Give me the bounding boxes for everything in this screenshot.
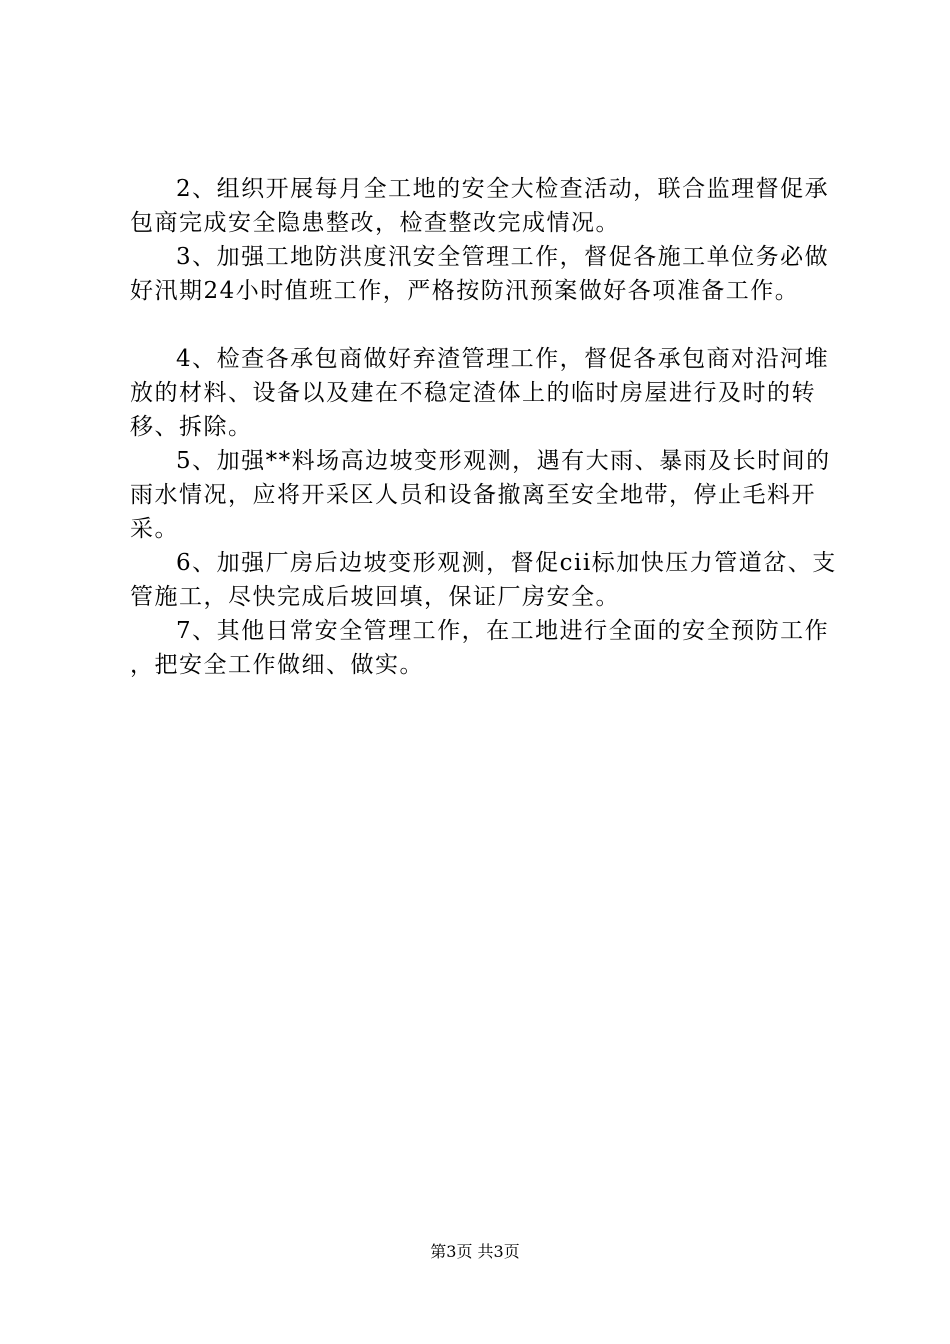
page-number-label: 第3页 共3页 — [430, 1242, 520, 1261]
paragraph-item-5: 5、加强**料场高边坡变形观测，遇有大雨、暴雨及长时间的雨水情况，应将开采区人员和设备撤离至安全地带，停止毛料开采。 — [130, 448, 831, 542]
paragraph-item-4: 4、检查各承包商做好弃渣管理工作，督促各承包商对沿河堆放的材料、设备以及建在不稳定渣体上的临时房屋进行及时的转移、拆除。 — [130, 346, 830, 440]
paragraph-item-2: 2、组织开展每月全工地的安全大检查活动，联合监理督促承包商完成安全隐患整改，检查整改完成情况。 — [130, 176, 830, 236]
paragraph-item-6: 6、加强厂房后边坡变形观测，督促cii标加快压力管道岔、支管施工，尽快完成后坡回填，保证厂房安全。 — [130, 550, 837, 610]
page-footer — [0, 1242, 950, 1262]
paragraph-spacer — [130, 308, 840, 342]
paragraph-item-3: 3、加强工地防洪度汛安全管理工作，督促各施工单位务必做好汛期24小时值班工作，严格按防汛预案做好各项准备工作。 — [130, 244, 830, 304]
document-body — [130, 172, 840, 682]
paragraph-item-7: 7、其他日常安全管理工作，在工地进行全面的安全预防工作，把安全工作做细、做实。 — [130, 618, 830, 678]
